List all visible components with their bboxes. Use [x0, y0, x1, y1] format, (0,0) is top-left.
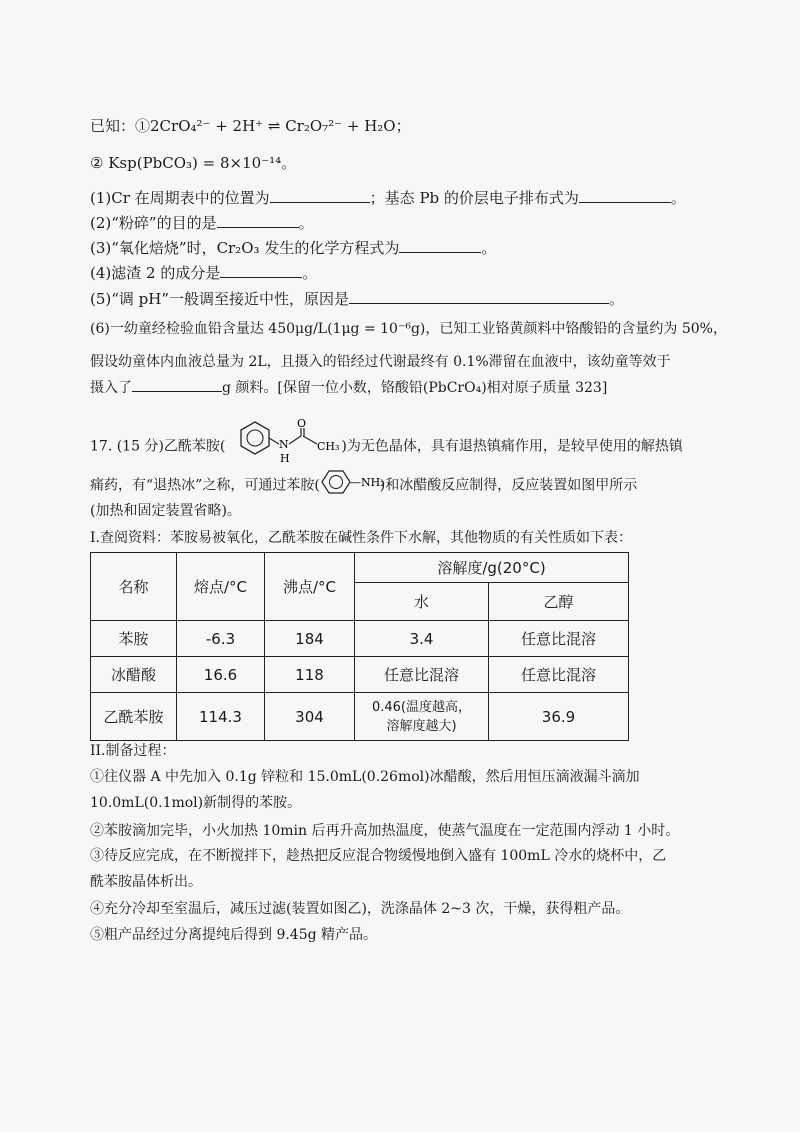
prep-step-3-line-2: 酰苯胺晶体析出。: [90, 874, 202, 890]
answer-blank-5: [349, 289, 609, 304]
prep-step-4: ④充分冷却至室温后，减压过滤(装置如图乙)，洗涤晶体 2~3 次，干燥，获得粗产品。: [90, 901, 630, 917]
answer-blank-1b: [579, 188, 671, 203]
struct-nitrogen-label: N: [279, 438, 289, 451]
answer-blank-1a: [270, 188, 370, 203]
header-ethanol: 乙醇: [489, 583, 629, 621]
header-water: 水: [355, 583, 489, 621]
water-solubility-note: 0.46(温度越高， 溶解度越大): [355, 693, 489, 741]
known-line-1: 已知：①2CrO₄²⁻ + 2H⁺ ⇌ Cr₂O₇²⁻ + H₂O；: [90, 117, 411, 135]
properties-table: [90, 552, 629, 741]
answer-blank-4: [220, 263, 302, 278]
answer-blank-2: [217, 213, 299, 228]
table-row: 苯胺 -6.3 184 3.4 任意比混溶: [91, 621, 629, 657]
prep-step-5: ⑤粗产品经过分离提纯后得到 9.45g 精产品。: [90, 927, 378, 943]
prep-title: II.制备过程：: [90, 743, 176, 759]
question-6-line-3: 摄入了 g 颜料。[保留一位小数，铬酸铅(PbCrO₄)相对原子质量 323]: [90, 377, 607, 399]
acetanilide-structure: [225, 417, 341, 473]
struct-oxygen-label: O: [297, 417, 307, 430]
q17-line-3: (加热和固定装置省略)。: [90, 503, 241, 519]
table-header-row: [91, 553, 629, 583]
header-melting-point: 熔点/°C: [177, 553, 265, 621]
question-5: (5)“调 pH”一般调至接近中性，原因是 。: [90, 290, 625, 308]
q17-line-1: 17. (15 分)乙酰苯胺( O N H CH₃ )为无色晶体，具有退热镇痛作用，是较早使用的解热镇: [90, 420, 683, 473]
prep-step-2: ②苯胺滴加完毕，小火加热 10min 后再升高加热温度，使蒸气温度在一定范围内浮动 1 小时。: [90, 823, 680, 839]
question-3: (3)“氧化焙烧”时，Cr₂O₃ 发生的化学方程式为 。: [90, 239, 497, 257]
answer-blank-3: [399, 238, 481, 253]
question-6-line-2: 假设幼童体内血液总量为 2L，且摄入的铅经过代谢最终有 0.1%滞留在血液中，该幼童等效于: [90, 354, 671, 370]
struct-amino-label: —NH₂: [349, 476, 385, 489]
struct-methyl-label: CH₃: [317, 440, 340, 453]
aniline-structure: [320, 469, 385, 502]
known-line-2: ② Ksp(PbCO₃) = 8×10⁻¹⁴。: [90, 154, 297, 172]
question-6-line-1: (6)一幼童经检验血铅含量达 450μg/L(1μg = 10⁻⁶g)，已知工业铬黄颜料中铬酸铅的含量约为 50%，: [90, 321, 727, 337]
equilibrium-equation: 2CrO₄²⁻ + 2H⁺ ⇌ Cr₂O₇²⁻ + H₂O；: [150, 117, 411, 135]
q17-line-2: 痛药，有“退热冰”之称，可通过苯胺( —NH₂ )和冰醋酸反应制得，反应装置如图甲所示: [90, 469, 637, 502]
answer-blank-6: [132, 377, 222, 392]
prep-step-3-line-1: ③待反应完成，在不断搅拌下，趁热把反应混合物缓慢地倒入盛有 100mL 冷水的烧杯中，乙: [90, 848, 667, 864]
header-boiling-point: 沸点/°C: [265, 553, 355, 621]
q17-line-4: I.查阅资料：苯胺易被氧化，乙酰苯胺在碱性条件下水解，其他物质的有关性质如下表：: [90, 530, 632, 546]
question-4: (4)滤渣 2 的成分是 。: [90, 264, 318, 282]
prep-step-1-line-2: 10.0mL(0.1mol)新制得的苯胺。: [90, 795, 302, 811]
question-2: (2)“粉碎”的目的是 。: [90, 214, 314, 232]
header-solubility: 溶解度/g(20°C): [355, 553, 629, 583]
table-row: 乙酰苯胺 114.3 304 0.46(温度越高， 溶解度越大) 36.9: [91, 693, 629, 741]
table-row: 冰醋酸 16.6 118 任意比混溶 任意比混溶: [91, 657, 629, 693]
header-name: 名称: [91, 553, 177, 621]
struct-hydrogen-label: H: [280, 452, 290, 465]
question-1: (1)Cr 在周期表中的位置为 ；基态 Pb 的价层电子排布式为 。: [90, 189, 686, 207]
prep-step-1-line-1: ①往仪器 A 中先加入 0.1g 锌粒和 15.0mL(0.26mol)冰醋酸，然后用恒压滴液漏斗滴加: [90, 769, 640, 785]
